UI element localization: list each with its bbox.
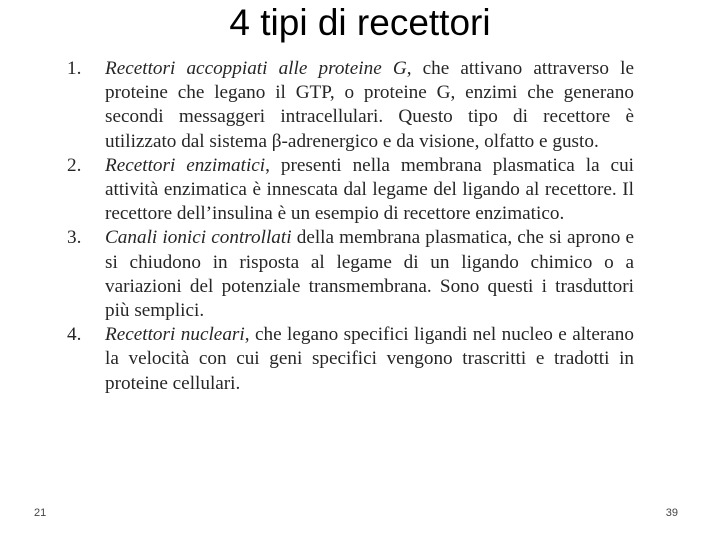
list-item-2 <box>64 154 634 227</box>
item-number: 3. <box>67 227 82 249</box>
list-item-1 <box>64 57 634 154</box>
item-text: della membrana plasmatica, che si aprono e si chiudono in risposta al legame di un ligando chimico o a variazioni del potenziale transmembrana. Sono questi i trasduttori più semplici. <box>105 227 634 322</box>
receptor-list <box>64 57 634 396</box>
slide-title: 4 tipi di recettori <box>229 2 491 43</box>
item-number: 2. <box>67 154 82 176</box>
item-text: , che attivano attraverso le proteine che legano il GTP, o proteine G, enzimi che generano secondi messaggeri intracellulari. Questo tipo di recettore è utilizzato dal sistema β-adrenergico e da visione, olfatto e gusto. <box>105 58 634 152</box>
slide-number: 39 <box>665 507 678 519</box>
list-item-4 <box>64 323 634 396</box>
item-term: Recettori accoppiati alle proteine G <box>105 58 407 79</box>
list-item-3 <box>64 226 634 323</box>
item-term: Recettori enzimatici <box>105 154 266 176</box>
item-number: 4. <box>67 324 82 346</box>
item-text: , presenti nella membrana plasmatica la cui attività enzimatica è innescata dal legame del ligando al recettore. Il recettore dell’insulina è un esempio di recettore enzimatico. <box>105 154 634 225</box>
item-term: Canali ionici controllati <box>105 227 292 249</box>
item-number: 1. <box>67 58 82 79</box>
item-term: Recettori nucleari <box>105 324 245 346</box>
footer-date: 21 <box>34 507 47 519</box>
item-text: , che legano specifici ligandi nel nucleo e alterano la velocità con cui geni specifici vengono trascritti e tradotti in proteine cellulari. <box>105 324 634 394</box>
